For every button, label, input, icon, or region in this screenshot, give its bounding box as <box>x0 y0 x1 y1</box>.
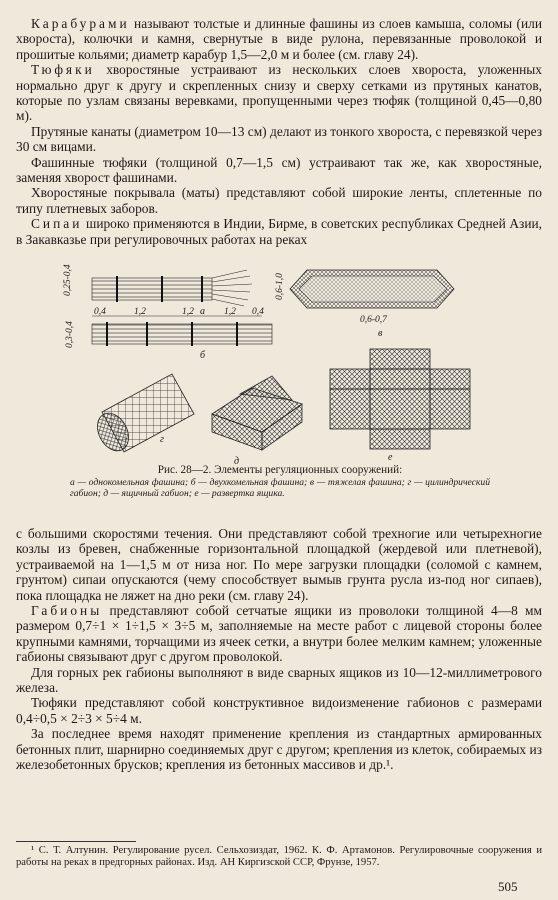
figure-caption-legend: а — однокомельная фашина; б — двухкомельная фашина; в — тяжелая фашина; г — цилиндрический габион; д — ящичный габион; е — развертка ящика. <box>70 477 490 499</box>
label-b: б <box>200 350 206 361</box>
single-butt-fascine-a <box>92 270 252 306</box>
term: Сипаи <box>31 216 83 232</box>
label-g: г <box>160 434 164 445</box>
bottom-text <box>16 526 542 773</box>
paragraph-gornye-reki <box>16 665 542 696</box>
box-unfolding-e <box>330 349 470 449</box>
box-gabion-d <box>212 376 302 450</box>
figure-28-2 <box>62 264 498 464</box>
term: Тюфяки <box>31 62 95 78</box>
dim-diameter-b: 0,3-0,4 <box>65 321 75 348</box>
paragraph-text: широко применяются в Индии, Бирме, в советских республиках Средней Азии, в Закавказье при регулировочных работах на реках <box>16 216 542 247</box>
paragraph-text: Для горных рек габионы выполняют в виде сварных ящиков из 10—12-миллиметрового железа. <box>16 664 542 696</box>
label-d: д <box>234 456 240 464</box>
paragraph-sipai <box>16 216 542 247</box>
paragraph-tyufyaki <box>16 62 542 124</box>
page-number: 505 <box>498 879 518 894</box>
label-e: е <box>388 452 393 463</box>
paragraph-karaburami <box>16 16 542 62</box>
paragraph-text: За последнее время находят применение крепления из стандартных армированных бетонных плит, шарнирно соединяемых друг с другом; крепления из клеток, собираемых из железобетонных брусков; крепления из бетонных массивов и др.¹. <box>16 726 542 773</box>
dim-diameter-v: 0,6-0,7 <box>360 315 387 325</box>
paragraph-text: Прутяные канаты (диаметром 10—13 см) делают из тонкого хвороста, с перевязкой через 30 см вицами. <box>16 123 542 155</box>
paragraph-text: представляют собой сетчатые ящики из проволоки толщиной 4—8 мм размером 0,7÷1 × 1÷1,5 × 3÷5 м, заполняемые на месте работ с лицевой стороны более крупными камнями, торчащими из ячеек сетки, а внутри более мелким камнем; уложенные габионы связывают друг с другом проволокой. <box>16 603 542 665</box>
term: Карабурами <box>31 16 130 31</box>
label-v: в <box>378 328 383 339</box>
paragraph-sipai-cont <box>16 526 542 603</box>
paragraph-text: хворостяные устраивают из нескольких слоев хвороста, уложенных нормально друг к другу и скрепленных снизу и сверху сетками из прутяных канатов, которые по узлам связаны веревками, пропущенными через тюфяк (толщиной 0,45—0,80 м). <box>16 62 542 124</box>
paragraph-pokryvala <box>16 185 542 216</box>
figure-drawing <box>62 264 498 464</box>
figure-caption-title: Рис. 28—2. Элементы регуляционных сооружений: <box>157 464 403 476</box>
paragraph-krepleniya <box>16 726 542 772</box>
cylindrical-gabion-g <box>91 374 194 456</box>
paragraph-text: называют толстые и длинные фашины из слоев камыша, соломы (или хвороста), колючки и камня, свернутые в виде рулона, перевязанные проволокой и прошитые кольями; диаметр карабур 1,5—2,0 м и более (см. главу 24). <box>16 16 542 62</box>
footnote-divider <box>16 841 136 842</box>
paragraph-kanaty <box>16 124 542 155</box>
top-text <box>16 16 542 247</box>
heavy-fascine-v <box>290 270 454 308</box>
paragraph-text: Фашинные тюфяки (толщиной 0,7—1,5 см) устраивают так же, как хворостяные, заменяя хворост фашинами. <box>16 154 542 186</box>
paragraph-text: с большими скоростями течения. Они представляют собой трехногие или четырехногие козлы из бревен, снабженные горизонтальной площадкой (жердевой или плетневой), устраиваемой на 1—1,5 м от низа ног. По мере загрузки площадки (соломой с камнем, грунтом) сипаи опускаются (чему способствует вымыв грунта русла из-под ног сипаев), пока площадка не ляжет на дно реки (см. главу 24). <box>16 526 542 603</box>
dim-segment-4: 1,2 <box>224 307 236 317</box>
dim-segment-3: 1,2 <box>182 307 194 317</box>
dim-width-v: 0,6-1,0 <box>275 273 285 300</box>
label-a: а <box>200 306 205 317</box>
term: Габионы <box>31 603 103 619</box>
double-butt-fascine-b <box>92 322 272 346</box>
dim-segment-5: 0,4 <box>252 307 264 317</box>
dim-segment-2: 1,2 <box>134 307 146 317</box>
dim-segment-1: 0,4 <box>94 307 106 317</box>
paragraph-text: Тюфяки представляют собой конструктивное видоизменение габионов с размерами 0,4÷0,5 × 2÷3 × 5÷4 м. <box>16 695 542 726</box>
paragraph-tyufyaki-2 <box>16 695 542 726</box>
footnote: ¹ С. Т. Алтунин. Регулирование русел. Сельхозиздат, 1962. К. Ф. Артамонов. Регулировочные сооружения и работы на реках в предгорных районах. Изд. АН Киргизской ССР, Фрунзе, 1957. <box>16 845 542 868</box>
paragraph-gabiony <box>16 603 542 665</box>
paragraph-text: Хворостяные покрывала (маты) представляют собой широкие ленты, сплетенные по типу плетневых заборов. <box>16 185 542 216</box>
paragraph-fashinnye <box>16 155 542 186</box>
dim-diameter-a: 0,25-0,4 <box>63 264 73 296</box>
